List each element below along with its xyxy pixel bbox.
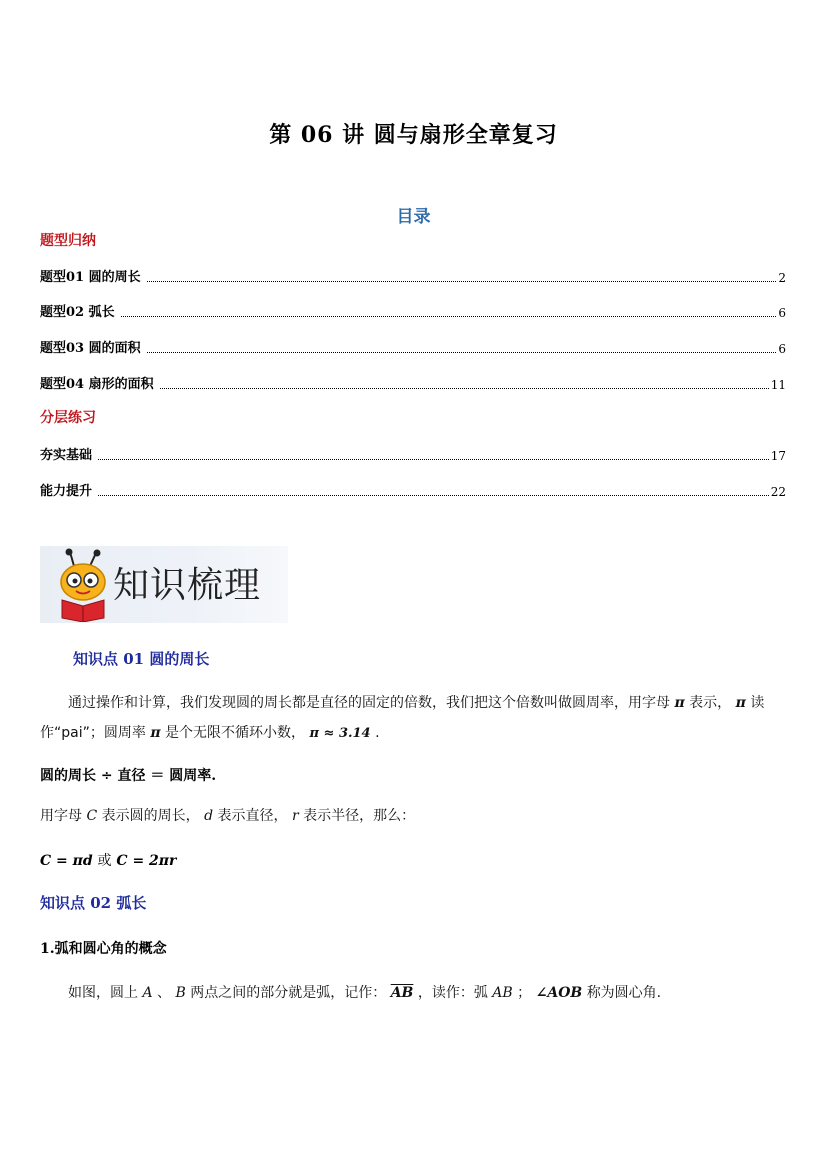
toc-item-page: 11 <box>770 378 786 392</box>
text: 或 <box>97 853 112 869</box>
angle-notation: ∠AOB <box>535 985 583 1001</box>
toc-item-page: 2 <box>778 271 786 285</box>
toc-item-page: 6 <box>778 342 786 356</box>
text: ，读作：弧 <box>417 985 488 1001</box>
page-title: 第 06 讲 圆与扇形全章复习 <box>269 122 558 148</box>
toc-item-page: 17 <box>770 449 786 463</box>
toc-leader-dots <box>147 351 777 353</box>
arc-notation: $\overline{AB}$ <box>390 985 414 1001</box>
text: 读作“pai”；圆周率 <box>40 695 765 741</box>
toc-section-title: 分层练习 <box>40 410 96 426</box>
variable: B <box>175 985 186 1001</box>
toc-leader-dots <box>147 280 777 282</box>
toc-item-label: 题型04 扇形的面积 <box>40 377 154 392</box>
variable: r <box>291 808 299 824</box>
variable: C <box>86 808 98 824</box>
formula: C = 2πr <box>116 853 177 869</box>
toc-item-label: 题型02 弧长 <box>40 305 115 320</box>
toc-item-page: 6 <box>778 306 786 320</box>
knowledge-point-title: 知识点 02 弧长 <box>40 894 147 912</box>
pi-approximation: π ≈ 3.14 <box>309 726 371 741</box>
text: 是个无限不循环小数， <box>165 725 306 741</box>
variable: A <box>142 985 153 1001</box>
toc-item[interactable] <box>40 480 786 499</box>
toc-item[interactable] <box>40 337 786 356</box>
text: 表示半径，那么： <box>303 808 416 824</box>
formula-line <box>40 850 176 870</box>
text: 如图，圆上 <box>68 985 138 1001</box>
knowledge-banner-title: 知识梳理 <box>113 565 262 606</box>
sub-heading: 1.弧和圆心角的概念 <box>40 941 167 957</box>
toc-item[interactable] <box>40 266 786 285</box>
paragraph <box>40 688 788 749</box>
toc-section-title: 题型归纳 <box>40 233 96 249</box>
knowledge-point-title: 知识点 01 圆的周长 <box>73 650 210 668</box>
toc-leader-dots <box>98 458 769 460</box>
toc-item[interactable] <box>40 444 786 463</box>
text: 称为圆心角. <box>586 985 662 1001</box>
circumference-rule: 圆的周长 ÷ 直径 ＝ 圆周率. <box>40 768 217 784</box>
toc-leader-dots <box>98 494 769 496</box>
pi-symbol: π <box>674 695 685 711</box>
bee-reading-icon <box>52 548 114 622</box>
text: ； <box>517 985 532 1001</box>
paragraph <box>40 801 788 831</box>
toc-item[interactable] <box>40 373 786 392</box>
variable: AB <box>492 985 513 1001</box>
toc-item[interactable] <box>40 301 786 320</box>
pi-symbol: π <box>735 695 746 711</box>
text: 两点之间的部分就是弧，记作： <box>190 985 387 1001</box>
toc-item-label: 题型03 圆的面积 <box>40 341 141 356</box>
toc-item-page: 22 <box>770 485 786 499</box>
toc-heading: 目录 <box>396 207 431 227</box>
paragraph <box>40 978 788 1008</box>
text: 表示直径， <box>217 808 288 824</box>
text: 通过操作和计算，我们发现圆的周长都是直径的固定的倍数，我们把这个倍数叫做圆周率，用字母 <box>68 695 670 711</box>
text: 表示， <box>689 695 732 711</box>
toc-leader-dots <box>121 315 777 317</box>
text: . <box>375 725 380 741</box>
text: 表示圆的周长， <box>101 808 200 824</box>
variable: d <box>204 808 214 824</box>
toc-item-label: 能力提升 <box>40 484 93 499</box>
toc-leader-dots <box>160 387 769 389</box>
text: 用字母 <box>40 808 82 824</box>
toc-item-label: 夯实基础 <box>40 448 93 463</box>
pi-symbol: π <box>150 725 161 741</box>
formula: C = πd <box>40 853 93 869</box>
toc-item-label: 题型01 圆的周长 <box>40 270 141 285</box>
text: 、 <box>157 985 172 1001</box>
